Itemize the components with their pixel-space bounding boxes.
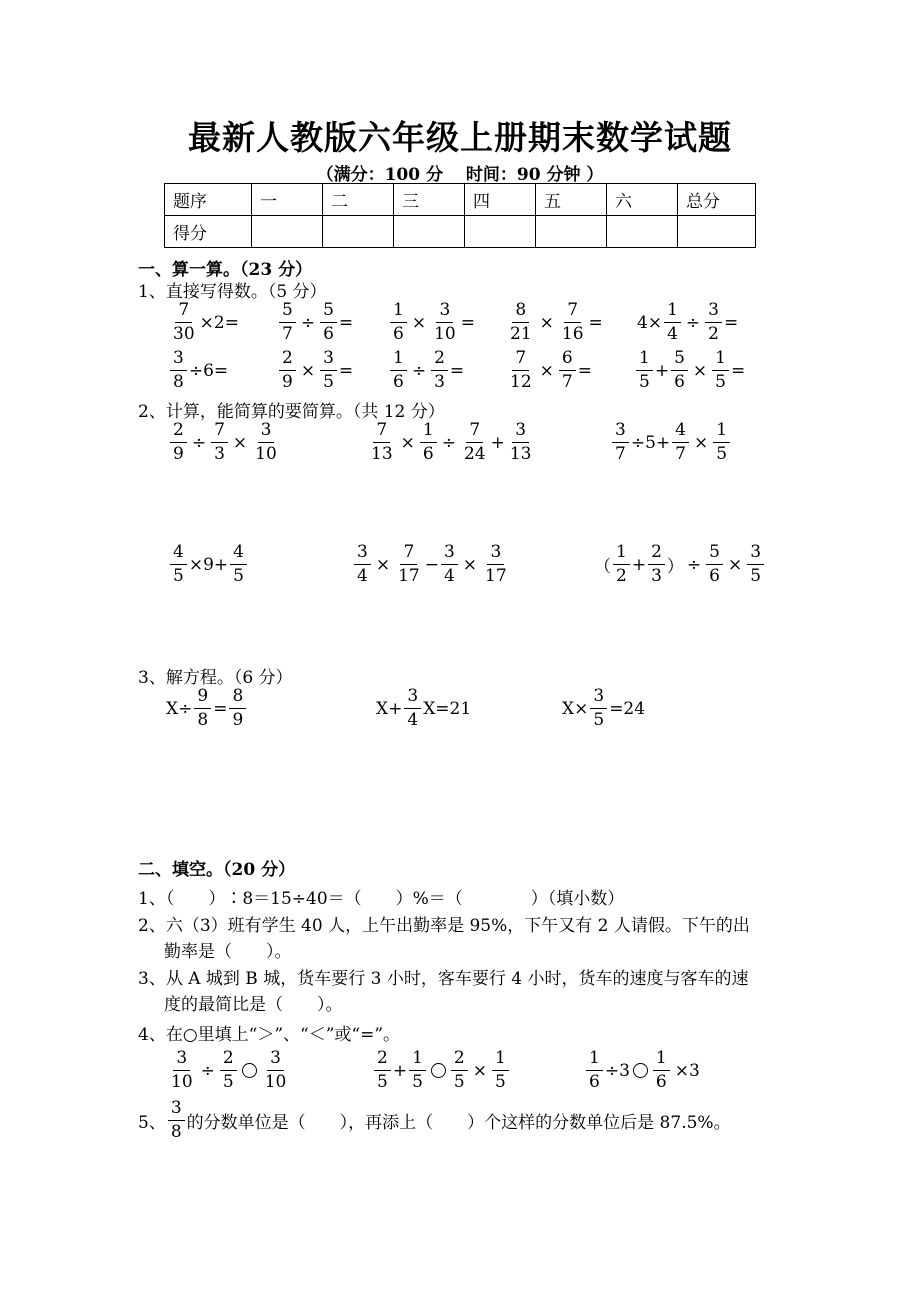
table-cell: 三 [394, 184, 465, 216]
numerator: 2 [451, 1048, 468, 1071]
fraction [648, 542, 665, 587]
numerator: 7 [373, 420, 390, 443]
math-text: × [400, 432, 415, 453]
denominator: 6 [674, 372, 685, 392]
numerator: 1 [390, 300, 407, 323]
numerator: 3 [747, 542, 764, 565]
math-text: + [654, 360, 670, 381]
numerator: 1 [492, 1048, 509, 1071]
denominator: 5 [222, 1072, 234, 1092]
math-text: ×3 [674, 1060, 700, 1081]
expr-1-6 [168, 348, 228, 393]
numerator: 2 [170, 420, 187, 443]
denominator: 5 [412, 1072, 423, 1092]
numerator: 3 [441, 542, 458, 565]
compare-circle[interactable] [431, 1063, 446, 1078]
denominator: 10 [171, 1072, 193, 1092]
denominator: 5 [639, 372, 650, 392]
denominator: 5 [494, 1072, 506, 1092]
math-text: = [723, 312, 739, 333]
expr-1-5 [637, 300, 738, 345]
table-cell: 六 [607, 184, 678, 216]
numerator: 1 [613, 542, 630, 565]
math-text: X× [562, 698, 589, 719]
denominator: 3 [214, 444, 225, 464]
table-cell: 四 [465, 184, 536, 216]
math-text: （ [594, 557, 611, 577]
score-input-cell[interactable] [252, 216, 323, 248]
compare-circle[interactable] [242, 1063, 257, 1078]
numerator: 4 [672, 420, 689, 443]
equation-1 [166, 686, 248, 731]
expr-2-3 [610, 420, 732, 465]
denominator: 5 [750, 566, 762, 586]
math-text: × [472, 1060, 487, 1081]
expr-1-4 [505, 300, 603, 345]
fraction [409, 1048, 426, 1093]
numerator: 3 [173, 1048, 190, 1071]
score-table [164, 183, 756, 248]
expr-1-7 [277, 348, 353, 393]
numerator: 1 [420, 420, 437, 443]
section-1-title: 一、算一算。（23 分） [138, 260, 313, 280]
math-text: ） [666, 557, 684, 577]
math-text: × [727, 554, 743, 575]
math-text: X=21 [423, 698, 472, 719]
denominator: 6 [655, 1072, 667, 1092]
denominator: 17 [398, 566, 420, 586]
numerator: 9 [194, 686, 211, 709]
math-text: × [692, 360, 708, 381]
fraction [672, 420, 689, 465]
math-text: ÷ [300, 312, 316, 333]
math-text: − [424, 554, 439, 575]
fraction [507, 348, 535, 393]
fraction [612, 420, 629, 465]
denominator: 6 [589, 1072, 600, 1092]
denominator: 24 [463, 444, 486, 464]
denominator: 6 [323, 324, 334, 344]
fraction [404, 686, 421, 731]
denominator: 2 [616, 566, 627, 586]
denominator: 8 [170, 1122, 182, 1142]
denominator: 9 [232, 710, 244, 730]
numerator: 7 [400, 542, 417, 565]
numerator: 3 [354, 542, 371, 565]
compare-2 [372, 1048, 511, 1093]
question-2-1: 1、（ ）∶8＝15÷40＝（ ）%＝（ ）（填小数） [138, 889, 625, 909]
math-text: + [392, 1060, 408, 1081]
denominator: 8 [173, 372, 184, 392]
table-cell: 得分 [165, 216, 252, 248]
score-input-cell[interactable] [536, 216, 607, 248]
fraction [747, 542, 764, 587]
math-text: ×2= [199, 312, 239, 333]
table-cell: 二 [323, 184, 394, 216]
numerator: 7 [512, 348, 529, 371]
expr-2-5 [352, 542, 512, 587]
fraction [170, 300, 198, 345]
math-text: × [539, 312, 554, 333]
numerator: 5 [279, 300, 296, 323]
table-cell: 总分 [678, 184, 756, 216]
numerator: 3 [705, 300, 722, 323]
denominator: 5 [593, 710, 605, 730]
denominator: 10 [255, 444, 277, 464]
denominator: 6 [393, 372, 404, 392]
numerator: 1 [390, 348, 407, 371]
fraction [320, 300, 337, 345]
fraction [590, 686, 607, 731]
numerator: 2 [220, 1048, 237, 1071]
fraction [636, 348, 653, 393]
numerator: 1 [712, 348, 729, 371]
fraction [431, 348, 448, 393]
denominator: 21 [510, 324, 532, 344]
math-text: ÷ [441, 432, 456, 453]
question-2-3-cont: 度的最简比是（ ）。 [164, 995, 343, 1015]
denominator: 6 [709, 566, 720, 586]
fraction [320, 348, 337, 393]
denominator: 4 [443, 566, 455, 586]
math-text: = [588, 312, 603, 333]
numerator: 4 [230, 542, 247, 565]
expr-1-10 [634, 348, 745, 393]
denominator: 4 [357, 566, 368, 586]
fraction [713, 420, 730, 465]
numerator: 3 [404, 686, 421, 709]
denominator: 3 [651, 566, 662, 586]
equation-3 [562, 686, 645, 731]
question-2-3: 3、从 A 城到 B 城，货车要行 3 小时，客车要行 4 小时，货车的速度与客车的速 [138, 969, 749, 989]
numerator: 3 [170, 348, 187, 371]
fraction [170, 348, 187, 393]
expr-1-2 [277, 300, 353, 345]
math-text: + [631, 554, 647, 575]
score-input-cell[interactable] [394, 216, 465, 248]
math-text: × [232, 432, 248, 453]
denominator: 7 [282, 324, 293, 344]
numerator: 4 [170, 542, 187, 565]
math-text: × [300, 360, 316, 381]
math-text: = [338, 312, 354, 333]
expr-1-9 [505, 348, 592, 393]
denominator: 2 [708, 324, 719, 344]
fraction [420, 420, 437, 465]
fraction [368, 420, 396, 465]
denominator: 16 [561, 324, 584, 344]
fraction [664, 300, 681, 345]
section-2-title: 二、填空。（20 分） [138, 860, 296, 880]
math-text: ÷ [411, 360, 427, 381]
question-2-4: 4、在○里填上“＞”、“＜”或“=”。 [138, 1025, 401, 1045]
numerator: 6 [559, 348, 576, 371]
denominator: 8 [197, 710, 209, 730]
math-text: + [490, 432, 505, 453]
math-text: ÷ [685, 312, 701, 333]
denominator: 7 [675, 444, 686, 464]
fraction [279, 348, 296, 393]
numerator: 7 [466, 420, 483, 443]
numerator: 2 [648, 542, 665, 565]
fraction [653, 1048, 670, 1093]
expr-1-8 [388, 348, 464, 393]
math-text: = [577, 360, 592, 381]
score-input-cell[interactable] [678, 216, 756, 248]
fraction [559, 348, 576, 393]
fraction [211, 420, 228, 465]
numerator: 7 [564, 300, 581, 323]
score-input-cell[interactable] [465, 216, 536, 248]
numerator: 8 [512, 300, 529, 323]
fraction [461, 420, 489, 465]
fraction [507, 300, 535, 345]
fraction [194, 686, 211, 731]
fraction [441, 542, 458, 587]
fraction [262, 1048, 290, 1093]
equation-2 [376, 686, 471, 731]
score-input-cell[interactable] [607, 216, 678, 248]
expr-1-3 [388, 300, 475, 345]
numerator: 1 [664, 300, 681, 323]
page-title: 最新人教版六年级上册期末数学试题 [188, 118, 732, 157]
fraction [390, 348, 407, 393]
numerator: 1 [409, 1048, 426, 1071]
question-1-3: 3、解方程。（6 分） [138, 668, 293, 688]
compare-3 [584, 1048, 703, 1093]
fraction [482, 542, 510, 587]
math-text: × [375, 554, 391, 575]
denominator: 3 [434, 372, 445, 392]
numerator: 1 [713, 420, 730, 443]
numerator: 3 [487, 542, 504, 565]
score-value-row [165, 216, 756, 248]
math-text: = [730, 360, 746, 381]
compare-1 [166, 1048, 291, 1093]
fraction [252, 420, 280, 465]
math-text: =24 [609, 698, 646, 719]
denominator: 5 [173, 566, 184, 586]
numerator: 3 [168, 1098, 185, 1121]
denominator: 5 [453, 1072, 465, 1092]
denominator: 12 [510, 372, 532, 392]
math-text: × [462, 554, 478, 575]
fraction [354, 542, 371, 587]
fraction [451, 1048, 468, 1093]
numerator: 2 [374, 1048, 391, 1071]
denominator: 9 [173, 444, 184, 464]
numerator: 3 [436, 300, 453, 323]
denominator: 5 [377, 1072, 388, 1092]
denominator: 5 [716, 444, 728, 464]
denominator: 7 [561, 372, 573, 392]
numerator: 1 [636, 348, 653, 371]
denominator: 4 [407, 710, 419, 730]
question-1-2: 2、计算，能简算的要简算。（共 12 分） [138, 402, 445, 422]
numerator: 2 [431, 348, 448, 371]
question-2-5 [138, 1098, 731, 1143]
fraction [279, 300, 296, 345]
math-text: 4× [637, 312, 663, 333]
numerator: 5 [671, 348, 688, 371]
numerator: 7 [175, 300, 192, 323]
denominator: 5 [715, 372, 726, 392]
math-text: × [539, 360, 554, 381]
math-text: X+ [376, 698, 403, 719]
score-input-cell[interactable] [323, 216, 394, 248]
denominator: 5 [233, 566, 244, 586]
fraction [390, 300, 407, 345]
table-cell: 题序 [165, 184, 252, 216]
expr-2-1 [168, 420, 282, 465]
denominator: 6 [393, 324, 404, 344]
expr-2-6 [594, 542, 766, 587]
question-2-2: 2、六（3）班有学生 40 人，上午出勤率是 95%，下午又有 2 人请假。下午的出 [138, 916, 750, 936]
denominator: 4 [667, 324, 678, 344]
expr-2-4 [168, 542, 249, 587]
fraction [492, 1048, 509, 1093]
fraction [230, 542, 247, 587]
fraction [170, 420, 187, 465]
fraction [586, 1048, 603, 1093]
denominator: 10 [264, 1072, 287, 1092]
compare-circle[interactable] [633, 1063, 648, 1078]
question-2-2-cont: 勤率是（ ）。 [164, 942, 292, 962]
fraction [712, 348, 729, 393]
numerator: 3 [590, 686, 607, 709]
fraction [229, 686, 246, 731]
numerator: 2 [279, 348, 296, 371]
fraction [671, 348, 688, 393]
numerator: 3 [258, 420, 275, 443]
expr-1-1 [168, 300, 239, 345]
fraction [507, 420, 535, 465]
fraction [559, 300, 587, 345]
question-1-1: 1、直接写得数。（5 分） [138, 282, 327, 302]
math-text: × [411, 312, 427, 333]
numerator: 5 [706, 542, 723, 565]
fraction [395, 542, 423, 587]
exam-info: （满分：100 分 时间：90 分钟 ） [316, 165, 604, 185]
math-text: = [213, 698, 228, 719]
numerator: 8 [229, 686, 246, 709]
denominator: 9 [282, 372, 293, 392]
math-text: ÷ [200, 1060, 215, 1081]
denominator: 6 [422, 444, 434, 464]
fraction [220, 1048, 237, 1093]
math-text: ÷ [686, 554, 702, 575]
math-text: ÷ [191, 432, 207, 453]
math-text: = [460, 312, 475, 333]
math-text: 的分数单位是（ ），再添上（ ）个这样的分数单位后是 87.5%。 [186, 1113, 731, 1133]
table-cell: 一 [252, 184, 323, 216]
denominator: 13 [371, 444, 393, 464]
numerator: 1 [586, 1048, 603, 1071]
fraction [706, 542, 723, 587]
math-text: ÷3 [604, 1060, 630, 1081]
math-text: 5、 [138, 1113, 166, 1133]
math-text: × [693, 432, 709, 453]
expr-2-2 [366, 420, 537, 465]
score-header-row [165, 184, 756, 216]
fraction [431, 300, 459, 345]
fraction [168, 1048, 196, 1093]
denominator: 7 [615, 444, 626, 464]
denominator: 30 [173, 324, 195, 344]
numerator: 7 [211, 420, 228, 443]
fraction [168, 1098, 185, 1143]
math-text: = [338, 360, 354, 381]
math-text: ÷6= [188, 360, 229, 381]
table-cell: 五 [536, 184, 607, 216]
denominator: 13 [509, 444, 532, 464]
math-text: ×9+ [188, 554, 229, 575]
denominator: 10 [434, 324, 456, 344]
denominator: 5 [323, 372, 334, 392]
fraction [705, 300, 722, 345]
fraction [170, 542, 187, 587]
numerator: 3 [512, 420, 529, 443]
math-text: X÷ [166, 698, 193, 719]
fraction [613, 542, 630, 587]
numerator: 5 [320, 300, 337, 323]
numerator: 1 [653, 1048, 670, 1071]
math-text: ÷5+ [630, 432, 671, 453]
denominator: 17 [485, 566, 507, 586]
numerator: 3 [267, 1048, 284, 1071]
numerator: 3 [612, 420, 629, 443]
fraction [374, 1048, 391, 1093]
numerator: 3 [320, 348, 337, 371]
math-text: = [449, 360, 465, 381]
